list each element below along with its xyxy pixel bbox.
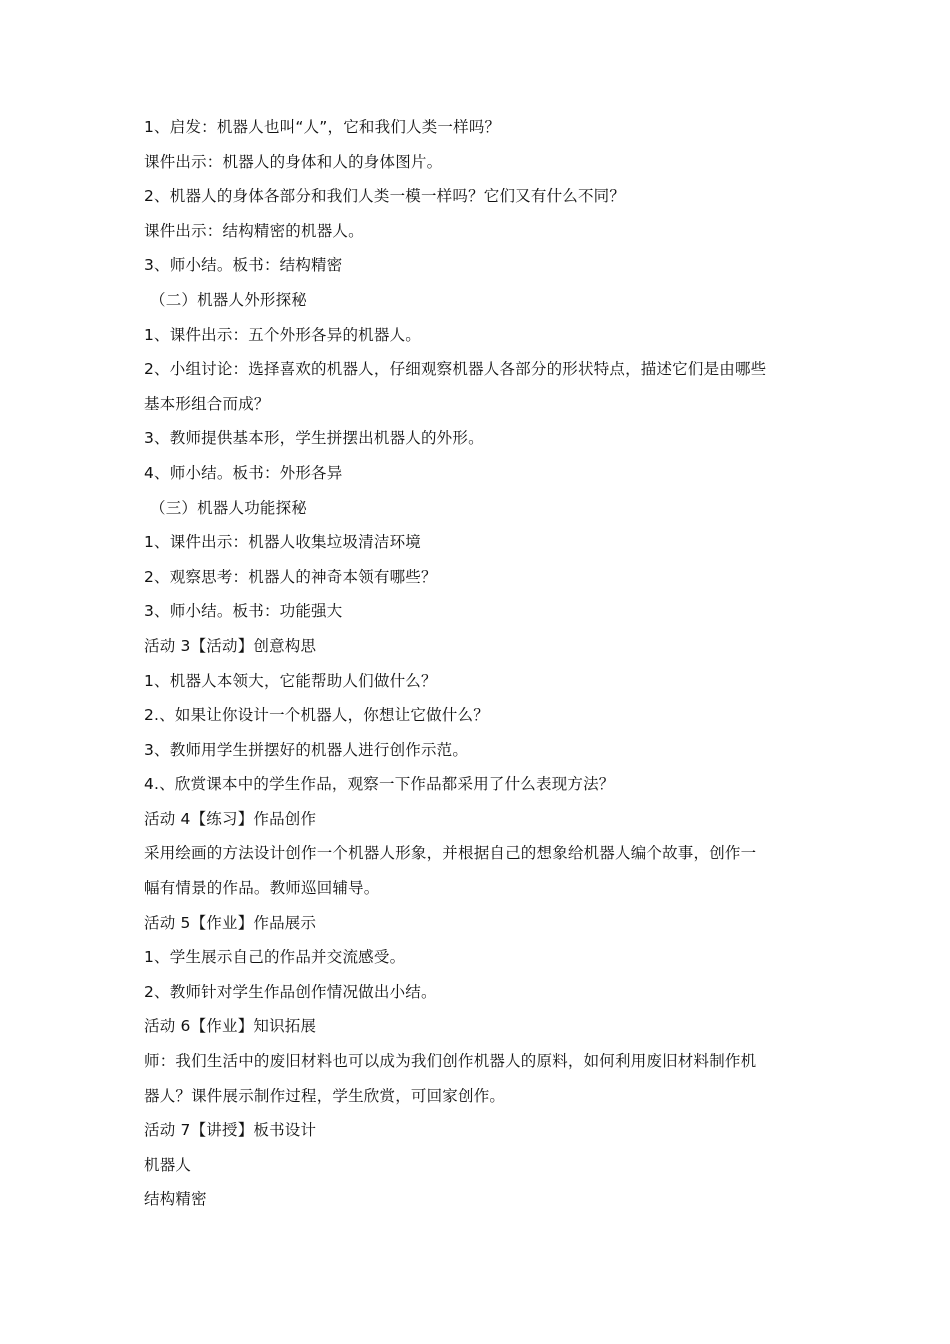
- text-line: 1、课件出示：机器人收集垃圾清洁环境: [144, 533, 421, 552]
- text-line: 1、课件出示：五个外形各异的机器人。: [144, 325, 421, 344]
- text-line: 3、师小结。板书：结构精密: [144, 256, 343, 275]
- activity-heading: 活动 7【讲授】板书设计: [144, 1121, 317, 1140]
- text-line: 2、教师针对学生作品创作情况做出小结。: [144, 982, 437, 1001]
- text-line: 2、机器人的身体各部分和我们人类一模一样吗？它们又有什么不同？: [144, 187, 626, 206]
- text-line: 3、教师提供基本形，学生拼摆出机器人的外形。: [144, 429, 484, 448]
- text-line: 2、小组讨论：选择喜欢的机器人，仔细观察机器人各部分的形状特点，描述它们是由哪些: [144, 360, 767, 379]
- document-body: [144, 110, 808, 1217]
- text-line: 1、学生展示自己的作品并交流感受。: [144, 948, 406, 967]
- section-heading: （二）机器人外形探秘: [150, 290, 308, 309]
- text-line: 课件出示：机器人的身体和人的身体图片。: [144, 152, 443, 171]
- text-line: 1、机器人本领大，它能帮助人们做什么？: [144, 671, 437, 690]
- activity-heading: 活动 6【作业】知识拓展: [144, 1017, 317, 1036]
- activity-heading: 活动 5【作业】作品展示: [144, 913, 317, 932]
- text-line: 基本形组合而成？: [144, 394, 270, 413]
- text-line: 1、启发：机器人也叫“人”，它和我们人类一样吗？: [144, 118, 501, 136]
- text-line: 2.、如果让你设计一个机器人，你想让它做什么？: [144, 706, 489, 725]
- activity-heading: 活动 4【练习】作品创作: [144, 809, 317, 828]
- text-line: 幅有情景的作品。教师巡回辅导。: [144, 879, 380, 898]
- text-line: 4、师小结。板书：外形各异: [144, 463, 343, 482]
- text-line: 机器人: [144, 1155, 192, 1174]
- text-line: 采用绘画的方法设计创作一个机器人形象，并根据自己的想象给机器人编个故事，创作一: [144, 844, 757, 863]
- text-line: 3、教师用学生拼摆好的机器人进行创作示范。: [144, 740, 469, 759]
- text-line: 3、师小结。板书：功能强大: [144, 602, 343, 621]
- text-line: 结构精密: [144, 1190, 207, 1209]
- text-line: 4.、欣赏课本中的学生作品，观察一下作品都采用了什么表现方法？: [144, 775, 615, 794]
- text-line: 2、观察思考：机器人的神奇本领有哪些？: [144, 567, 437, 586]
- section-heading: （三）机器人功能探秘: [150, 498, 308, 517]
- activity-heading: 活动 3【活动】创意构思: [144, 636, 317, 655]
- text-line: 师：我们生活中的废旧材料也可以成为我们创作机器人的原料，如何利用废旧材料制作机: [144, 1052, 757, 1071]
- text-line: 器人？课件展示制作过程，学生欣赏，可回家创作。: [144, 1086, 506, 1105]
- text-line: 课件出示：结构精密的机器人。: [144, 221, 364, 240]
